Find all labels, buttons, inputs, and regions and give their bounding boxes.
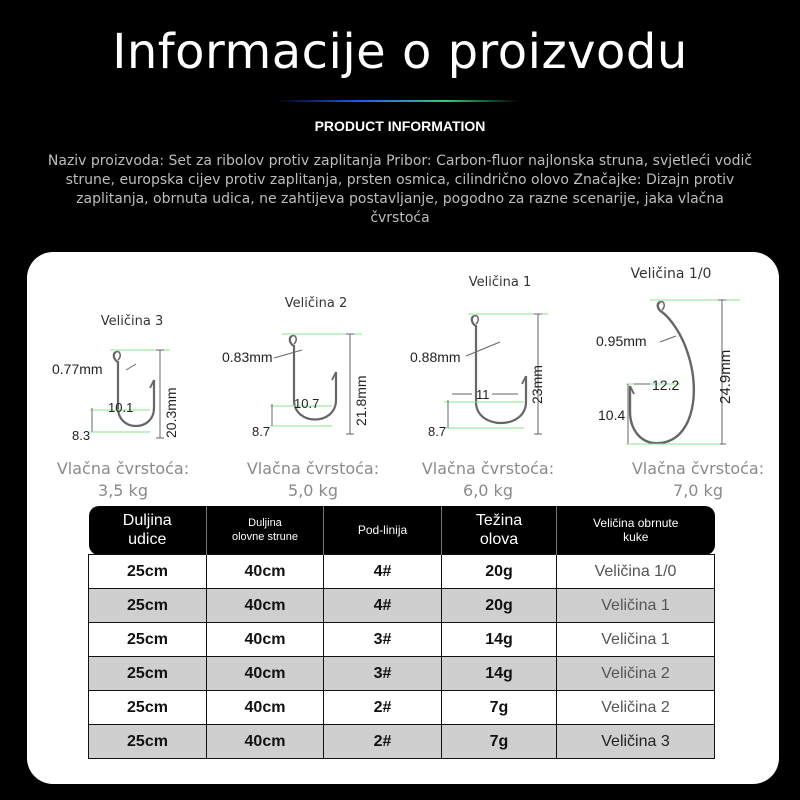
hook-gap-label: 12.2 <box>652 377 680 393</box>
strength-value: 5,0 kg <box>288 481 338 500</box>
table-cell: Veličina 2 <box>557 691 715 725</box>
table-cell: 3# <box>324 623 442 657</box>
table-cell: 7g <box>442 725 557 759</box>
strength-label: Vlačna čvrstoća: <box>56 459 190 478</box>
table-cell: 40cm <box>207 555 324 589</box>
table-row <box>89 691 715 725</box>
table-header: Pod-linija <box>324 506 442 555</box>
table-header: Duljina olovne strune <box>207 506 324 555</box>
table-cell: 40cm <box>207 657 324 691</box>
hook-wire-label: 0.88mm <box>410 349 461 365</box>
table-row <box>89 725 715 759</box>
table-header-row <box>89 506 715 555</box>
table-cell: 2# <box>324 725 442 759</box>
table-row <box>89 623 715 657</box>
table-cell: 2# <box>324 691 442 725</box>
hook-diagram-size-1-0 <box>590 294 750 454</box>
hook-length-label: 23mm <box>529 365 545 404</box>
strength-value: 7,0 kg <box>673 481 723 500</box>
table-cell: 25cm <box>89 691 207 725</box>
hook-size-label: Veličina 3 <box>100 314 164 329</box>
hook-strength <box>28 458 218 502</box>
table-cell: 20g <box>442 589 557 623</box>
table-cell: 3# <box>324 657 442 691</box>
hook-strength <box>218 458 408 502</box>
table-cell: 40cm <box>207 623 324 657</box>
table-cell: 14g <box>442 623 557 657</box>
strength-value: 3,5 kg <box>98 481 148 500</box>
table-row <box>89 555 715 589</box>
table-cell: 20g <box>442 555 557 589</box>
hook-size-label: Veličina 1/0 <box>630 266 712 282</box>
hook-wire-label: 0.83mm <box>222 349 273 365</box>
hook-length-label: 21.8mm <box>353 375 369 426</box>
hook-length-label: 20.3mm <box>163 387 179 438</box>
hook-diagram-size-3 <box>52 340 190 450</box>
hook-shank-label: 8.7 <box>252 424 271 439</box>
table-cell: 14g <box>442 657 557 691</box>
strength-label: Vlačna čvrstoća: <box>421 459 555 478</box>
product-description: Naziv proizvoda: Set za ribolov protiv zaplitanja Pribor: Carbon-fluor najlonska struna, svjetleći vodič strune, europska cijev protiv zaplitanja, prsten osmica, cilindrično olovo Značajke: Dizajn protiv zaplitanja, obrnuta udica, ne zahtijeva postavljanje, pogodno za razne scenarije, jaka vlačna čvrstoća <box>47 153 753 226</box>
page-subtitle: PRODUCT INFORMATION <box>314 118 486 134</box>
strength-label: Vlačna čvrstoća: <box>631 459 765 478</box>
table-cell: Veličina 3 <box>557 725 715 759</box>
strength-label: Vlačna čvrstoća: <box>246 459 380 478</box>
page-title: Informacije o proizvodu <box>112 24 688 80</box>
table-cell: 25cm <box>89 589 207 623</box>
hook-gap-label: 11 <box>476 387 490 402</box>
table-cell: 4# <box>324 555 442 589</box>
table-cell: 40cm <box>207 691 324 725</box>
table-cell: 40cm <box>207 589 324 623</box>
hook-gap-label: 10.1 <box>108 400 134 415</box>
table-cell: 25cm <box>89 555 207 589</box>
table-header: Duljina udice <box>89 506 207 555</box>
hook-diagram-size-2 <box>222 326 372 451</box>
hook-wire-label: 0.95mm <box>596 333 647 349</box>
table-cell: Veličina 1/0 <box>557 555 715 589</box>
table-cell: 40cm <box>207 725 324 759</box>
hook-gap-label: 10.7 <box>294 396 320 411</box>
hook-shank-label: 8.3 <box>72 428 91 443</box>
table-row <box>89 657 715 691</box>
table-cell: 7g <box>442 691 557 725</box>
hook-diagram-size-1 <box>408 306 558 452</box>
hook-size-label: Veličina 2 <box>284 296 348 311</box>
table-cell: 25cm <box>89 657 207 691</box>
table-cell: Veličina 2 <box>557 657 715 691</box>
hook-shank-label: 10.4 <box>598 407 626 423</box>
hook-size-label: Veličina 1 <box>468 275 532 290</box>
hook-shank-label: 8.7 <box>428 424 447 439</box>
hook-strength <box>603 458 793 502</box>
table-cell: 25cm <box>89 623 207 657</box>
spec-table <box>88 506 715 759</box>
table-cell: 25cm <box>89 725 207 759</box>
hook-wire-label: 0.77mm <box>52 361 103 377</box>
table-row <box>89 589 715 623</box>
table-cell: 4# <box>324 589 442 623</box>
hook-strength <box>393 458 583 502</box>
hook-length-label: 24.9mm <box>717 349 734 404</box>
table-cell: Veličina 1 <box>557 589 715 623</box>
table-header: Veličina obrnute kuke <box>557 506 715 555</box>
table-cell: Veličina 1 <box>557 623 715 657</box>
accent-line <box>275 100 520 102</box>
table-header: Težina olova <box>442 506 557 555</box>
strength-value: 6,0 kg <box>463 481 513 500</box>
